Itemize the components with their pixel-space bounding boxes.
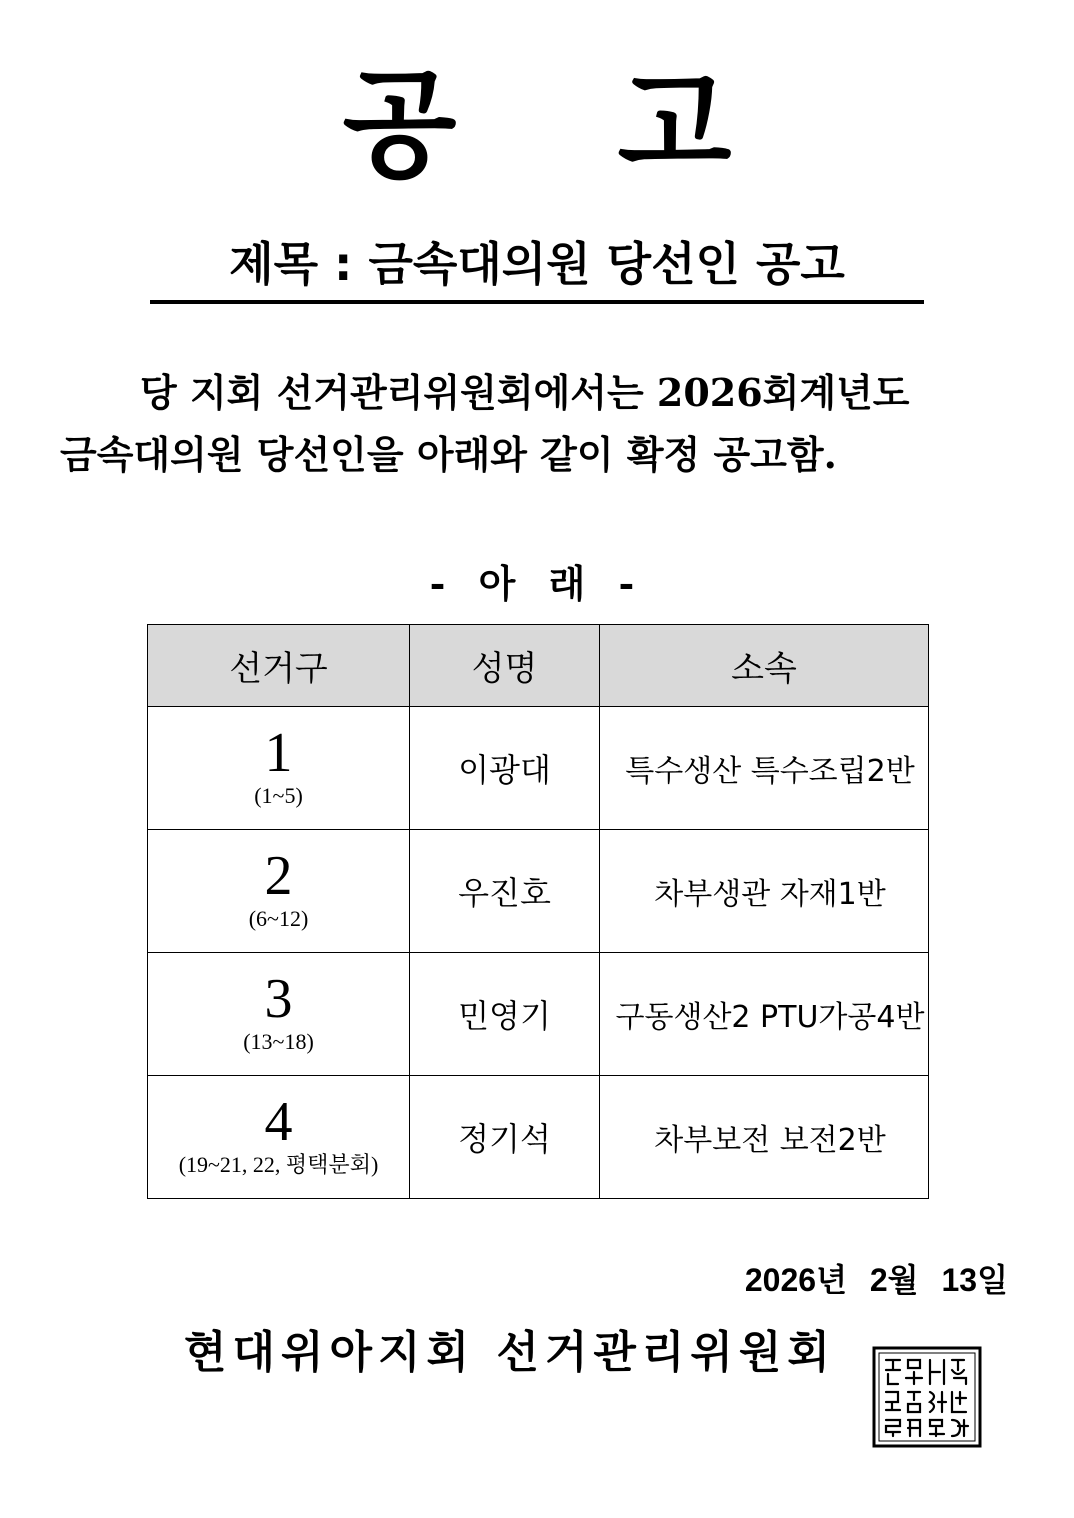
date-month: 2월 (869, 1262, 919, 1298)
elected-delegates-table (147, 624, 929, 1199)
district-range: (19~21, 22, 평택분회) (178, 1152, 379, 1177)
notice-body-line-2: 금속대의원 당선인을 아래와 같이 확정 공고함. (60, 432, 837, 477)
table-header-row (148, 625, 929, 707)
district-range: (1~5) (254, 783, 303, 808)
official-seal-stamp (872, 1346, 982, 1448)
delegate-name: 이광대 (410, 707, 600, 830)
date-year: 2026년 (744, 1262, 847, 1298)
district-cell (148, 953, 410, 1076)
header-district: 선거구 (148, 625, 410, 707)
district-number: 1 (264, 722, 293, 784)
document-subject: 제목 : 금속대의원 당선인 공고 (150, 232, 924, 304)
delegate-affiliation: 차부보전 보전2반 (600, 1076, 929, 1199)
table-row (148, 953, 929, 1076)
district-range: (13~18) (243, 1029, 314, 1054)
issuing-organization: 현대위아지회 선거관리위원회 (184, 1327, 836, 1378)
below-label: - 아 래 - (429, 561, 645, 606)
table-row (148, 830, 929, 953)
delegate-affiliation: 특수생산 특수조립2반 (600, 707, 929, 830)
table-row (148, 707, 929, 830)
notice-date (731, 1258, 1008, 1302)
delegate-affiliation: 차부생관 자재1반 (600, 830, 929, 953)
notice-body-line-1: 당 지회 선거관리위원회에서는 2026회계년도 (140, 370, 910, 415)
table-row (148, 1076, 929, 1199)
district-cell (148, 1076, 410, 1199)
district-number: 3 (264, 968, 293, 1030)
delegate-name: 정기석 (410, 1076, 600, 1199)
delegate-name: 우진호 (410, 830, 600, 953)
district-range: (6~12) (248, 906, 309, 931)
district-number: 4 (264, 1091, 293, 1153)
date-day: 13일 (941, 1262, 1008, 1298)
header-name: 성명 (410, 625, 600, 707)
header-affiliation: 소속 (600, 625, 929, 707)
district-number: 2 (264, 845, 293, 907)
district-cell (148, 707, 410, 830)
delegate-affiliation: 구동생산2 PTU가공4반 (600, 953, 929, 1076)
document-title: 공 고 (342, 56, 792, 194)
notice-body (60, 362, 1020, 486)
district-cell (148, 830, 410, 953)
delegate-name: 민영기 (410, 953, 600, 1076)
